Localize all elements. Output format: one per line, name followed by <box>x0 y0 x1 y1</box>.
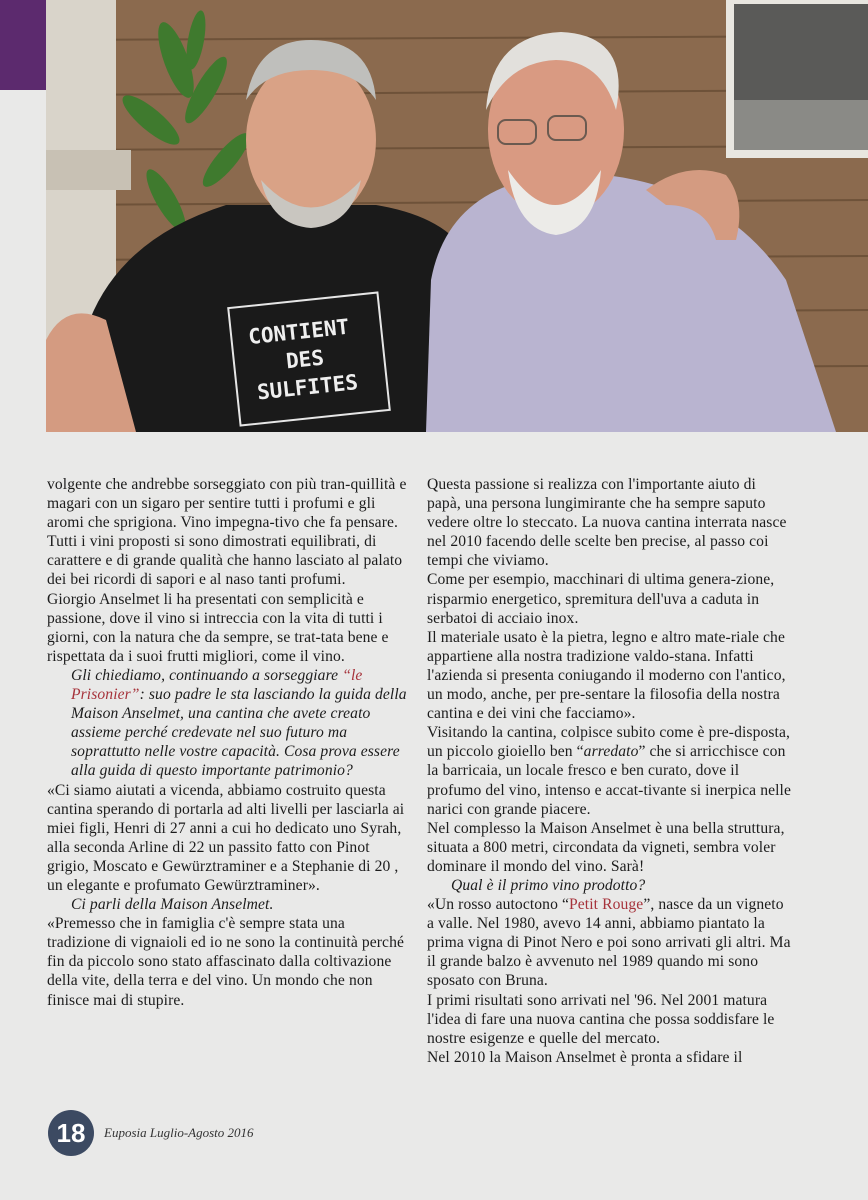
purple-accent-tab <box>0 0 46 90</box>
text-span: «Un rosso autoctono “ <box>427 896 569 914</box>
paragraph <box>427 723 791 818</box>
paragraph: Tutti i vini proposti si sono dimostrati equilibrati, di carattere e di grande qualità che hanno lasciato al palato dei bei ricordi di sapori e al naso tanti profumi. <box>47 533 403 589</box>
paragraph: Nel complesso la Maison Anselmet è una bella struttura, situata a 800 metri, circondata da vigneti, sembra voler dominare il mondo del vino. Sarà! <box>427 819 785 875</box>
left-text-column <box>47 475 411 1010</box>
article-photo <box>46 0 868 432</box>
paragraph: Nel 2010 la Maison Anselmet è pronta a sfidare il <box>427 1048 743 1066</box>
wine-name-highlight: Petit Rouge <box>569 896 644 914</box>
interview-question <box>47 666 411 781</box>
paragraph <box>427 895 791 990</box>
paragraph: «Premesso che in famiglia c'è sempre stata una tradizione di vignaioli ed io ne sono la continuità perché fin da piccolo sono stato affascinato dalla coltivazione della vite, della terra e del vino. Un mondo che non finisce mai di stupire. <box>47 915 404 1009</box>
question-text: : suo padre le sta lasciando la guida della Maison Anselmet, una cantina che avete creato assieme perché credevate nel suo futuro ma soprattutto nelle vostre capacità. Cosa prova essere alla guida di questo importante patrimonio? <box>71 686 407 780</box>
question-text: Gli chiediamo, continuando a sorseggiare <box>71 666 343 684</box>
photo-two-men-icon <box>46 0 868 432</box>
paragraph: Giorgio Anselmet li ha presentati con semplicità e passione, dove il vino si intreccia con la vita di tutti i giorni, con la natura che da sempre, se trat-tata bene e rispettata da i suoi frutti migliori, come il vino. <box>47 590 389 665</box>
page-footer <box>48 1110 254 1156</box>
magazine-issue: Euposia Luglio-Agosto 2016 <box>104 1125 254 1140</box>
shirt-text-line2: DES <box>284 345 326 374</box>
paragraph: volgente che andrebbe sorseggiato con più tran-quillità e magari con un sigaro per sentire tutti i profumi e gli aromi che sprigiona. Vino impegna-tivo che fa pensare. <box>47 476 407 532</box>
right-text-column <box>427 475 791 1067</box>
paragraph: Il materiale usato è la pietra, legno e altro mate-riale che appartiene alla nostra tradizione valdo-stana. Infatti l'azienda si presenta coniugando il moderno con l'antico, un modo, anche, per pre-sentare la filosofia della nostra cantina e dei vini che facciamo». <box>427 628 786 723</box>
interview-question: Ci parli della Maison Anselmet. <box>71 896 274 914</box>
page-number: 18 <box>48 1110 94 1156</box>
paragraph: I primi risultati sono arrivati nel '96. Nel 2001 matura l'idea di fare una nuova cantina che possa soddisfare le nostre esigenze e quelle del mercato. <box>427 991 775 1047</box>
shirt-text-line3: SULFITES <box>255 370 360 405</box>
paragraph: Come per esempio, macchinari di ultima genera-zione, risparmio energetico, spremitura dell'uva a caduta in serbatoi di acciaio inox. <box>427 571 775 627</box>
paragraph: Questa passione si realizza con l'importante aiuto di papà, una persona lungimirante che ha sempre saputo vedere oltre lo steccato. La nuova cantina interrata nasce nel 2010 facendo delle scelte ben precise, al passo coi tempi che viviamo. <box>427 476 787 570</box>
shirt-text-line1: CONTIENT <box>247 314 351 350</box>
interview-question: Qual è il primo vino prodotto? <box>451 876 646 894</box>
text-span: ”, nasce da un vigneto a valle. Nel 1980, avevo 14 anni, abbiamo piantato la prima vigna di Pinot Nero e poi sono arrivati gli altri. Ma il grande balzo è avvenuto nel 1989 quando mi sono sposato con Bruna. <box>427 896 791 990</box>
wine-name-highlight: “le Prisonier” <box>71 666 363 704</box>
text-span: ” che si arricchisce con la barricaia, un locale fresco e ben curato, dove il profumo del vino, intenso e accat-tivante si inerpica nelle narici con grande piacere. <box>427 743 791 818</box>
text-span: Visitando la cantina, colpisce subito come è pre-disposta, un piccolo gioiello ben “ <box>427 724 790 761</box>
paragraph: «Ci siamo aiutati a vicenda, abbiamo costruito questa cantina sperando di portarla ad alti livelli per lasciarla ai miei figli, Henri di 27 anni a cui ho dedicato uno Syrah, alla seconda Arline di 22 un passito fatto con Pinot grigio, Moscato e Gewürztraminer e a Stephanie di 20 , un elegante e profumato Gewürztraminer». <box>47 781 405 894</box>
italic-word: arredato <box>583 743 639 761</box>
